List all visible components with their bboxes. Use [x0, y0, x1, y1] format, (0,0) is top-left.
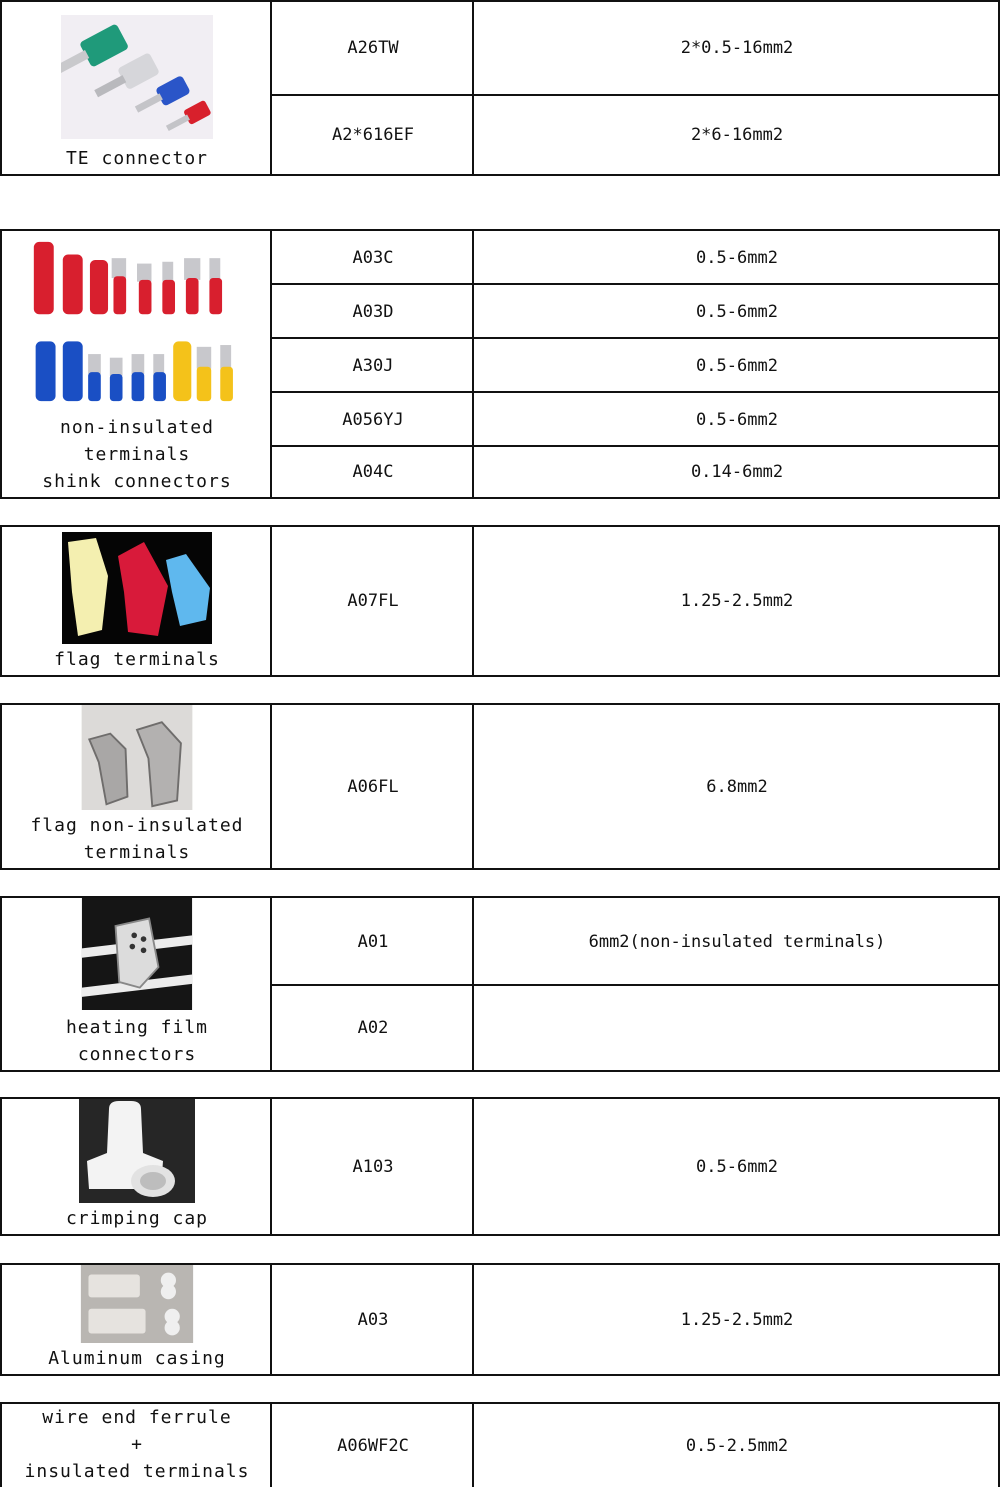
model-code: A103 [352, 1156, 394, 1177]
wire-spec: 0.5-6mm2 [696, 1156, 778, 1177]
wire-spec: 0.5-6mm2 [696, 410, 778, 430]
model-code: A01 [357, 932, 389, 952]
product-table-flag-terminals [0, 525, 1000, 677]
insulated-spade-terminals-photo [17, 231, 257, 412]
wire-spec [474, 986, 1000, 1070]
product-table-crimping-cap [0, 1097, 1000, 1236]
wire-spec: 2*6-16mm2 [690, 125, 784, 145]
product-name: heating film connectors [65, 1017, 209, 1065]
model-code: A07FL [347, 591, 399, 611]
model-code: A03C [352, 248, 394, 268]
model-code: A26TW [347, 38, 399, 58]
product-name: flag terminals [54, 649, 220, 670]
product-cell [2, 231, 272, 497]
wire-spec: 0.5-6mm2 [696, 248, 778, 268]
model-code: A03 [357, 1309, 389, 1330]
product-table-wire-end-ferrule [0, 1402, 1000, 1487]
wire-spec: 0.14-6mm2 [690, 462, 784, 482]
product-name: crimping cap [65, 1208, 209, 1229]
model-code: A056YJ [342, 410, 404, 430]
wire-spec: 0.5-6mm2 [696, 356, 778, 376]
wire-spec: 6mm2(non-insulated terminals) [588, 932, 886, 952]
product-name: non-insulated terminals shink connectors [42, 417, 232, 492]
metal-flag-terminals-photo [79, 705, 195, 810]
product-table-shrink-connectors [0, 229, 1000, 499]
model-code: A06FL [347, 776, 399, 797]
product-cell [2, 2, 272, 174]
product-name: flag non-insulated terminals [30, 815, 244, 863]
model-code: A06WF2C [337, 1435, 409, 1456]
model-code: A03D [352, 302, 394, 322]
wire-spec: 0.5-2.5mm2 [685, 1435, 789, 1456]
product-name: Aluminum casing [48, 1348, 226, 1369]
wire-spec: 6.8mm2 [706, 776, 768, 797]
wire-spec: 2*0.5-16mm2 [680, 38, 794, 58]
model-code: A02 [357, 1018, 389, 1038]
product-cell [2, 898, 272, 1070]
product-table-aluminum-casing [0, 1263, 1000, 1376]
product-cell [2, 527, 272, 675]
product-table-flag-non-insulated [0, 703, 1000, 870]
wire-spec: 1.25-2.5mm2 [680, 591, 794, 611]
product-table-heating-film [0, 896, 1000, 1072]
model-code: A30J [352, 356, 394, 376]
wire-spec: 0.5-6mm2 [696, 302, 778, 322]
model-code: A2*616EF [332, 125, 414, 145]
product-name: wire end ferrule + insulated terminals [24, 1407, 250, 1482]
heating-film-connector-photo [78, 898, 196, 1010]
product-table-te-connector [0, 0, 1000, 176]
product-cell [2, 1099, 272, 1234]
crimping-cap-photo [79, 1099, 195, 1203]
product-name: TE connector [65, 148, 209, 169]
flag-terminals-photo [62, 532, 212, 644]
ferrule-connectors-photo [61, 15, 213, 139]
product-cell [2, 705, 272, 868]
wire-spec: 1.25-2.5mm2 [680, 1309, 794, 1330]
product-cell [2, 1265, 272, 1374]
aluminum-casing-photo [78, 1265, 196, 1343]
product-cell [2, 1404, 272, 1487]
model-code: A04C [352, 462, 394, 482]
